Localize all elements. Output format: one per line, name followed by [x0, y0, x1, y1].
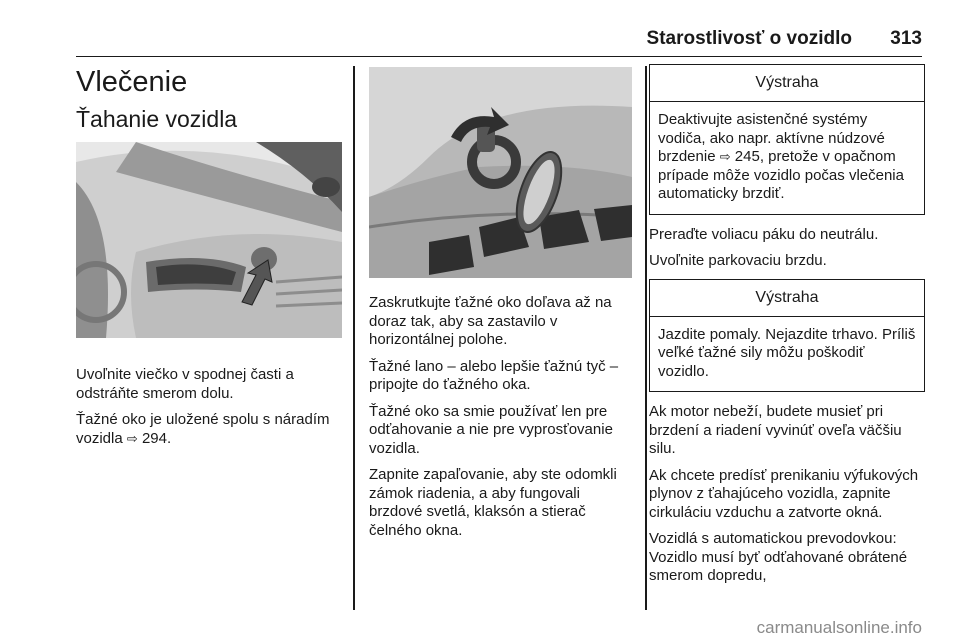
warning-title: Výstraha — [650, 65, 924, 102]
warning-box — [649, 64, 925, 215]
figure-tow-eye — [369, 67, 632, 278]
warning-title: Výstraha — [650, 280, 924, 317]
paragraph — [76, 411, 342, 448]
paragraph: Ak chcete predísť prenikaniu výfukových plynov z ťahajúceho vozidla, zapnite cirkuláciu vzduchu a zatvorte okná. — [649, 466, 919, 521]
page-reference: 245, — [734, 148, 764, 165]
column-divider — [353, 66, 355, 610]
section-heading: Ťahanie vozidla — [76, 106, 238, 132]
paragraph-text: Ťažné oko je uložené spolu s náradím vozidla — [76, 411, 330, 447]
page-header — [76, 26, 922, 57]
paragraph: Zaskrutkujte ťažné oko doľava až na doraz tak, aby sa zastavilo v horizontálnej polohe. — [369, 294, 612, 348]
paragraph: Preraďte voliacu páku do neutrálu. — [649, 225, 879, 243]
paragraph: Zapnite zapaľovanie, aby ste odomkli zámok riadenia, a aby fungovali brzdové svetlá, klaksón a stierač čelného okna. — [369, 466, 617, 539]
figure-tow-cover — [76, 142, 342, 338]
warning-text: Jazdite pomaly. Nejazdite trhavo. Príliš veľké ťažné sily môžu poškodiť vozidlo. — [658, 325, 916, 380]
middle-column — [369, 64, 632, 548]
paragraph: Ťažné lano – alebo lepšie ťažnú tyč – pripojte do ťažného oka. — [369, 357, 619, 393]
page-reference: 294. — [141, 429, 172, 447]
section-title: Starostlivosť o vozidlo — [646, 28, 852, 49]
left-column — [76, 64, 342, 456]
reference-arrow-icon: ⇨ — [719, 149, 731, 164]
paragraph: Ťažné oko sa smie používať len pre odťahovanie a nie pre vyprosťovanie vozidla. — [369, 402, 613, 457]
chapter-heading: Vlečenie — [76, 66, 188, 98]
page-number: 313 — [890, 28, 922, 49]
watermark: carmanualsonline.info — [756, 618, 922, 637]
column-divider — [645, 66, 647, 610]
warning-text-end: pretože v opačnom prípade môže vozidlo počas vlečenia automaticky brzdiť. — [658, 148, 904, 202]
warning-text — [650, 102, 924, 214]
right-column — [649, 64, 925, 594]
warning-text-start: Deaktivujte asistenčné systémy vodiča, ako napr. aktívne núdzové brzdenie — [658, 111, 885, 165]
reference-arrow-icon: ⇨ — [126, 430, 138, 446]
paragraph: Vozidlá s automatickou prevodovkou: Vozidlo musí byť odťahované obrátené smerom dopredu, — [649, 530, 908, 584]
paragraph: Uvoľnite viečko v spodnej časti a odstráňte smerom dolu. — [76, 366, 294, 402]
paragraph: Ak motor nebeží, budete musieť pri brzdení a riadení vyvinúť oveľa väčšiu silu. — [649, 403, 902, 457]
warning-box — [649, 279, 925, 393]
paragraph: Uvoľnite parkovaciu brzdu. — [649, 252, 827, 269]
